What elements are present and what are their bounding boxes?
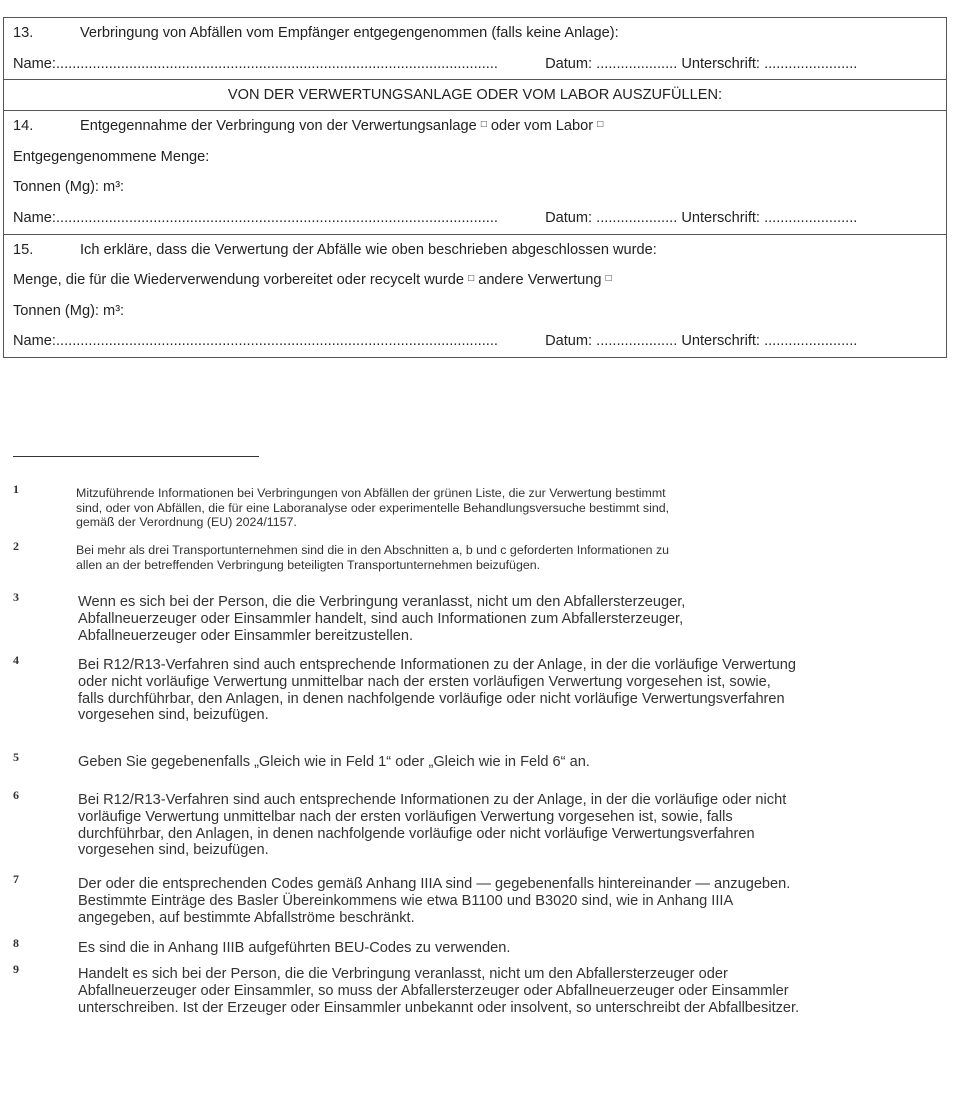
datum-label: Datum: <box>545 209 593 226</box>
datum-field[interactable] <box>541 326 677 357</box>
unterschrift-field[interactable] <box>677 203 857 234</box>
footnote-line: vorgesehen sind, beizufügen. <box>78 842 269 859</box>
footnote-text <box>76 486 669 530</box>
footnote-line: oder nicht vorläufige Verwertung unmittelbar nach der ersten vorläufigen Verwertung vorgesehen ist, sowie, <box>78 673 771 690</box>
footnote-text <box>78 754 590 771</box>
footnote-number: 2 <box>13 539 19 553</box>
footnote-line: Der oder die entsprechenden Codes gemäß Anhang IIIA sind — gegebenenfalls hintereinander — anzugeben. <box>78 876 791 892</box>
section-15-heading <box>4 235 946 266</box>
footnote-line: allen an der betreffenden Verbringung beteiligten Transportunternehmen beizufügen. <box>76 557 541 572</box>
name-label: Name: <box>13 55 56 72</box>
footnote-line: Bei mehr als drei Transportunternehmen sind die in den Abschnitten a, b und c geforderten Informationen zu <box>76 543 670 557</box>
footnote-text <box>78 657 796 724</box>
footnote-line: Abfallneuerzeuger oder Einsammler bereitzustellen. <box>78 627 414 644</box>
section-title-part2: oder vom Labor <box>490 118 594 135</box>
footnote-line: sind, oder von Abfällen, die für eine Laboranalyse oder experimentelle Behandlungsversuche bestimmt sind, <box>76 500 670 515</box>
footnote-separator <box>13 456 259 457</box>
signature-line <box>4 326 946 357</box>
footnote-text <box>76 543 669 572</box>
footnote-line: angegeben, auf bestimmte Abfallströme beschränkt. <box>78 909 415 926</box>
unterschrift-label: Unterschrift: <box>681 333 760 350</box>
recovery-form-table <box>3 17 947 358</box>
name-field[interactable] <box>13 326 541 357</box>
footnote-number: 6 <box>13 788 19 802</box>
name-label: Name: <box>13 333 56 350</box>
footnote-line: Bei R12/R13-Verfahren sind auch entsprechende Informationen zu der Anlage, in der die vorläufige Verwertung <box>78 657 796 673</box>
datum-field[interactable] <box>541 203 677 234</box>
footnote-number: 3 <box>13 590 19 604</box>
signature-line <box>4 49 946 80</box>
quantity-part1: Menge, die für die Wiederverwendung vorbereitet oder recycelt wurde <box>13 272 465 289</box>
name-dots: ............................................................................................................. <box>55 333 498 350</box>
footnote-line: unterschreiben. Ist der Erzeuger oder Einsammler unbekannt oder insolvent, so unterschreibt der Abfallbesitzer. <box>78 999 800 1016</box>
banner-heading: VON DER VERWERTUNGSANLAGE ODER VOM LABOR AUSZUFÜLLEN: <box>227 87 723 104</box>
section-13-heading <box>4 18 946 49</box>
banner-section <box>4 80 946 111</box>
unterschrift-field[interactable] <box>677 49 857 80</box>
footnote-line: Bei R12/R13-Verfahren sind auch entsprechende Informationen zu der Anlage, in der die vorläufige oder nicht <box>78 792 787 808</box>
footnote-line: Bestimmte Einträge des Basler Übereinkommens wie etwa B1100 und B3020 sind, wie in Anhang IIIA <box>78 892 734 909</box>
signature-line <box>4 203 946 234</box>
unterschrift-label: Unterschrift: <box>681 55 760 72</box>
checkbox-labor[interactable]: □ <box>597 119 604 131</box>
footnote-line: Wenn es sich bei der Person, die die Verbringung veranlasst, nicht um den Abfallersterzeuger, <box>78 594 686 610</box>
datum-dots: .................... <box>596 55 678 72</box>
name-dots: ............................................................................................................. <box>55 55 498 72</box>
footnote-line: vorgesehen sind, beizufügen. <box>78 707 269 724</box>
units-field[interactable]: Tonnen (Mg): m³: <box>13 179 125 196</box>
section-title: Verbringung von Abfällen vom Empfänger entgegengenommen (falls keine Anlage): <box>80 25 619 41</box>
datum-label: Datum: <box>545 333 593 350</box>
section-13 <box>4 18 946 80</box>
quantity-label: Entgegengenommene Menge: <box>13 148 210 165</box>
name-dots: ............................................................................................................. <box>55 209 498 226</box>
footnote-number: 5 <box>13 750 19 764</box>
section-15 <box>4 235 946 357</box>
footnote-line: durchführbar, den Anlagen, in denen nachfolgende vorläufige oder nicht vorläufige Verwertungsverfahren <box>78 825 755 842</box>
footnote-number: 1 <box>13 482 19 496</box>
footnote-line: Mitzuführende Informationen bei Verbringungen von Abfällen der grünen Liste, die zur Verwertung bestimmt <box>76 486 666 500</box>
unterschrift-field[interactable] <box>677 326 857 357</box>
units-field[interactable]: Tonnen (Mg): m³: <box>13 302 125 319</box>
footnote-line: gemäß der Verordnung (EU) 2024/1157. <box>76 515 297 529</box>
name-field[interactable] <box>13 49 541 80</box>
footnote-line: Handelt es sich bei der Person, die die Verbringung veranlasst, nicht um den Abfallersterzeuger oder <box>78 966 728 982</box>
datum-dots: .................... <box>596 209 678 226</box>
section-number: 15. <box>13 241 34 258</box>
footnote-number: 8 <box>13 936 19 950</box>
footnote-text <box>78 876 790 926</box>
footnote-line: Geben Sie gegebenenfalls „Gleich wie in Feld 1“ oder „Gleich wie in Feld 6“ an. <box>78 754 590 770</box>
footnote-line: falls durchführbar, den Anlagen, in denen nachfolgende vorläufige oder nicht vorläufige Verwertungsverfahren <box>78 690 785 707</box>
checkbox-verwertungsanlage[interactable]: □ <box>480 119 487 131</box>
unterschrift-dots: ....................... <box>764 55 858 72</box>
quantity-part2: andere Verwertung <box>478 272 602 289</box>
unterschrift-dots: ....................... <box>764 209 858 226</box>
section-number: 13. <box>13 25 34 41</box>
section-14 <box>4 111 946 234</box>
quantity-line <box>4 265 946 296</box>
section-14-heading <box>4 111 946 142</box>
footnote-line: Abfallneuerzeuger oder Einsammler, so muss der Abfallersterzeuger oder Abfallneuerzeuger oder Einsammler <box>78 982 789 999</box>
section-title-part1: Entgegennahme der Verbringung von der Verwertungsanlage <box>80 118 477 135</box>
footnote-line: Es sind die in Anhang IIIB aufgeführten BEU-Codes zu verwenden. <box>78 940 511 956</box>
name-field[interactable] <box>13 203 541 234</box>
datum-label: Datum: <box>545 55 593 72</box>
unterschrift-label: Unterschrift: <box>681 209 760 226</box>
footnote-line: vorläufige Verwertung unmittelbar nach der ersten vorläufigen Verwertung vorgesehen ist, sowie, falls <box>78 808 733 825</box>
name-label: Name: <box>13 209 56 226</box>
footnote-number: 7 <box>13 872 19 886</box>
unterschrift-dots: ....................... <box>764 333 858 350</box>
footnote-text <box>78 792 786 859</box>
footnote-text <box>78 966 799 1016</box>
checkbox-recycled[interactable]: □ <box>468 273 475 285</box>
section-number: 14. <box>13 118 34 135</box>
section-title: Ich erkläre, dass die Verwertung der Abfälle wie oben beschrieben abgeschlossen wurde: <box>80 241 657 258</box>
datum-field[interactable] <box>541 49 677 80</box>
datum-dots: .................... <box>596 333 678 350</box>
footnote-text <box>78 594 685 644</box>
footnote-text <box>78 940 510 957</box>
footnote-line: Abfallneuerzeuger oder Einsammler handelt, sind auch Informationen zum Abfallersterzeuger, <box>78 610 684 627</box>
checkbox-other-recovery[interactable]: □ <box>605 273 612 285</box>
footnote-number: 9 <box>13 962 19 976</box>
footnote-number: 4 <box>13 653 19 667</box>
